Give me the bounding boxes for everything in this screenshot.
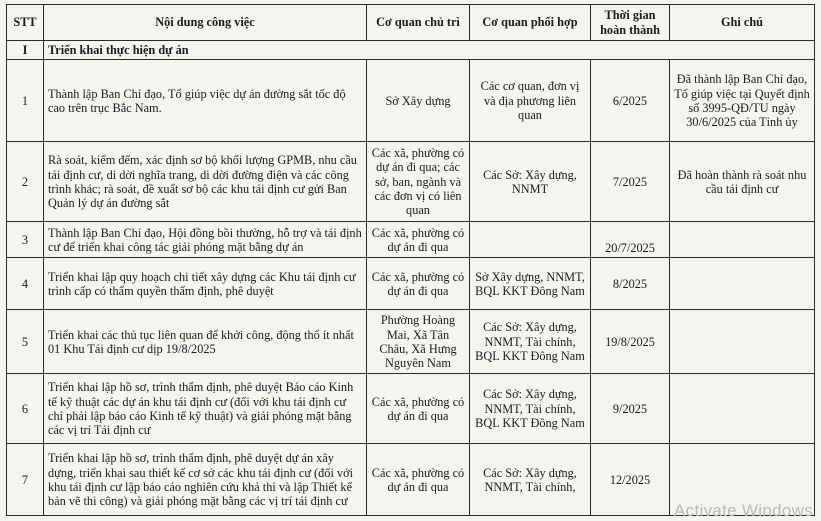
header-coop-agency: Cơ quan phối hợp	[470, 5, 591, 41]
row-coop-agency: Sở Xây dựng, NNMT, BQL KKT Đông Nam	[470, 258, 591, 310]
table-row	[7, 222, 815, 258]
row-lead-agency: Phường Hoàng Mai, Xã Tân Châu, Xã Hưng Nguyên Nam	[367, 310, 470, 374]
table-row	[7, 258, 815, 310]
row-note	[670, 222, 815, 258]
section-title: Triển khai thực hiện dự án	[44, 41, 815, 60]
row-content: Triển khai lập hồ sơ, trình thẩm định, phê duyệt dự án xây dựng, triển khai sau thiết kế cơ sở các khu tái định cư (đối với khu tái định cư lập báo cáo nghiên cứu khả thi và lập Thiết kế bản vẽ thi công) và giải phóng mặt bằng các vị trí tái định cư	[44, 444, 367, 516]
header-stt: STT	[7, 5, 44, 41]
work-plan-table	[6, 4, 815, 516]
row-stt: 4	[7, 258, 44, 310]
table-row	[7, 374, 815, 444]
row-deadline: 20/7/2025	[591, 222, 670, 258]
header-deadline	[591, 5, 670, 41]
header-deadline-line1: Thời gian	[604, 7, 656, 22]
row-lead-agency: Các xã, phường có dự án đi qua	[367, 444, 470, 516]
row-coop-agency: Các Sở: Xây dựng, NNMT, Tài chính, BQL KKT Đông Nam	[470, 374, 591, 444]
row-content: Thành lập Ban Chỉ đạo, Hội đồng bồi thường, hỗ trợ và tái định cư để triển khai công tác giải phóng mặt bằng dự án	[44, 222, 367, 258]
row-deadline: 9/2025	[591, 374, 670, 444]
row-coop-agency: Các Sở: Xây dựng, NNMT, Tài chính, BQL KKT Đông Nam	[470, 310, 591, 374]
row-content: Rà soát, kiểm đếm, xác định sơ bộ khối lượng GPMB, nhu cầu tái định cư, di dời nghĩa trang, di dời đường điện và các công trình khác; rà soát, đề xuất sơ bộ các khu tái định cư gửi Ban Quản lý dự án đường sắt	[44, 142, 367, 222]
row-deadline: 6/2025	[591, 60, 670, 142]
row-lead-agency: Các xã, phường có dự án đi qua	[367, 374, 470, 444]
row-content: Triển khai lập quy hoạch chi tiết xây dựng các Khu tái định cư trình cấp có thẩm quyền thẩm định, phê duyệt	[44, 258, 367, 310]
header-row	[7, 5, 815, 41]
header-deadline-line2: hoàn thành	[600, 22, 660, 37]
table-row	[7, 142, 815, 222]
table-row	[7, 310, 815, 374]
row-coop-agency: Các Sở: Xây dựng, NNMT, Tài chính,	[470, 444, 591, 516]
row-deadline: 7/2025	[591, 142, 670, 222]
row-note	[670, 374, 815, 444]
table-row	[7, 60, 815, 142]
row-stt: 5	[7, 310, 44, 374]
row-deadline: 19/8/2025	[591, 310, 670, 374]
row-lead-agency: Các xã, phường có dự án đi qua	[367, 258, 470, 310]
row-stt: 2	[7, 142, 44, 222]
row-content: Thành lập Ban Chỉ đạo, Tổ giúp việc dự án đường sắt tốc độ cao trên trục Bắc Nam.	[44, 60, 367, 142]
section-row	[7, 41, 815, 60]
activate-windows-watermark: Activate Windows	[674, 501, 813, 520]
row-coop-agency: Các Sở: Xây dựng, NNMT	[470, 142, 591, 222]
row-content: Triển khai các thủ tục liên quan để khởi công, động thổ ít nhất 01 Khu Tái định cư dịp 19/8/2025	[44, 310, 367, 374]
header-content: Nội dung công việc	[44, 5, 367, 41]
row-deadline: 8/2025	[591, 258, 670, 310]
row-content: Triển khai lập hồ sơ, trình thẩm định, phê duyệt Báo cáo Kinh tế kỹ thuật các dự án khu tái định cư (đối với khu tái định cư chỉ phải lập báo cáo Kinh tế kỹ thuật) và giải phóng mặt bằng các vị trí Tái định cư	[44, 374, 367, 444]
row-lead-agency: Sở Xây dựng	[367, 60, 470, 142]
row-note: Đã hoàn thành rà soát nhu cầu tái định cư	[670, 142, 815, 222]
row-stt: 1	[7, 60, 44, 142]
row-coop-agency: Các cơ quan, đơn vị và địa phương liên quan	[470, 60, 591, 142]
row-note	[670, 310, 815, 374]
row-stt: 7	[7, 444, 44, 516]
row-lead-agency: Các xã, phường có dự án đi qua	[367, 222, 470, 258]
row-stt: 6	[7, 374, 44, 444]
row-note	[670, 258, 815, 310]
row-lead-agency: Các xã, phường có dự án đi qua; các sở, ban, ngành và các đơn vị có liên quan	[367, 142, 470, 222]
row-coop-agency	[470, 222, 591, 258]
header-note: Ghi chú	[670, 5, 815, 41]
header-lead-agency: Cơ quan chủ trì	[367, 5, 470, 41]
row-deadline: 12/2025	[591, 444, 670, 516]
section-number: I	[7, 41, 44, 60]
row-stt: 3	[7, 222, 44, 258]
row-note: Đã thành lập Ban Chỉ đạo, Tổ giúp việc tại Quyết định số 3995-QĐ/TU ngày 30/6/2025 của Tỉnh ủy	[670, 60, 815, 142]
